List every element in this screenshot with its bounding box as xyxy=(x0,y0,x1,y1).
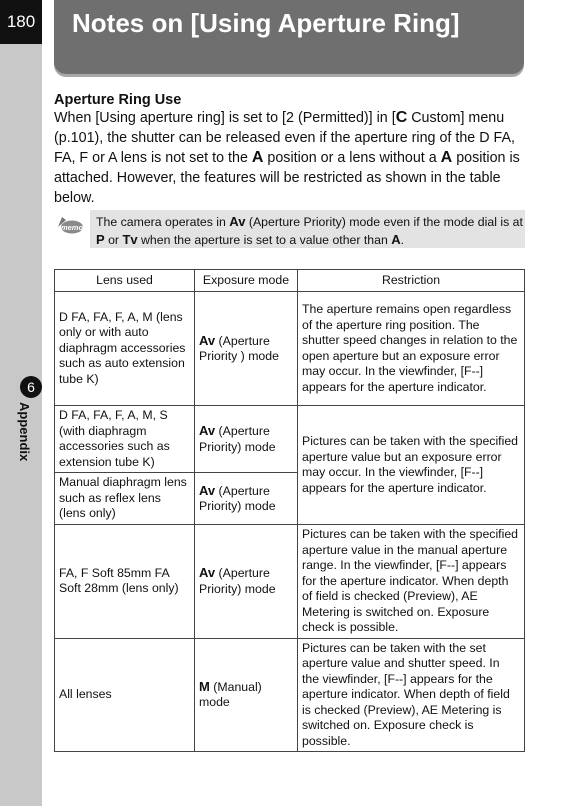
restriction-cell: Pictures can be taken with the specified aperture value in the manual aperture range. In the viewfinder, [F--] appears for the aperture indicator. When depth of field is checked (Preview), AE Metering is switched on. Exposure check is possible. xyxy=(298,525,525,639)
memo-text: The camera operates in Av (Aperture Priority) mode even if the mode dial is at P or Tv when the aperture is set to a value other than A. xyxy=(96,214,523,247)
tv-mode-icon: Tv xyxy=(122,232,138,247)
lens-cell: D FA, FA, F, A, M, S (with diaphragm accessories such as extension tube K) xyxy=(55,406,195,473)
restriction-cell: The aperture remains open regardless of the aperture ring position. The shutter speed changes in relation to the open aperture but an exposure error may occur. In the viewfinder, [F--] appears for the aperture indicator. xyxy=(298,292,525,406)
body-paragraph: When [Using aperture ring] is set to [2 (Permitted)] in [C Custom] menu (p.101), the shutter can be released even if the aperture ring of the D FA, FA, F or A lens is not set to the A position or a lens without a A position is attached. However, the features will be restricted as shown in the table below. xyxy=(54,109,520,206)
table-header: Exposure mode xyxy=(195,270,298,292)
memo-icon-label: memo xyxy=(60,223,84,232)
table-row xyxy=(55,292,525,406)
lens-cell: FA, F Soft 85mm FA Soft 28mm (lens only) xyxy=(55,525,195,639)
mode-cell: Av (Aperture Priority ) mode xyxy=(195,292,298,406)
av-mode-icon: Av xyxy=(199,565,216,581)
mode-cell: Av (Aperture Priority) mode xyxy=(195,406,298,473)
restriction-cell: Pictures can be taken with the specified aperture value but an exposure error may occur. In the viewfinder, [F--] appears for the aperture indicator. xyxy=(298,406,525,525)
restriction-table xyxy=(54,269,525,752)
av-mode-icon: Av xyxy=(229,214,246,229)
custom-menu-icon: C xyxy=(395,109,408,126)
m-mode-icon: M xyxy=(199,678,210,694)
mode-cell: Av (Aperture Priority) mode xyxy=(195,473,298,525)
section-heading: Aperture Ring Use xyxy=(54,92,182,108)
p-mode-icon: P xyxy=(96,232,105,247)
table-header: Restriction xyxy=(298,270,525,292)
table-row xyxy=(55,525,525,639)
table-header-row xyxy=(55,270,525,292)
lens-cell: All lenses xyxy=(55,638,195,752)
table-row xyxy=(55,406,525,473)
av-mode-icon: Av xyxy=(199,423,216,438)
memo-icon xyxy=(56,213,84,235)
page-number: 180 xyxy=(0,0,42,44)
table-row xyxy=(55,638,525,752)
lens-cell: D FA, FA, F, A, M (lens only or with auto diaphragm accessories such as auto extension tube K) xyxy=(55,292,195,406)
table-header: Lens used xyxy=(55,270,195,292)
chapter-number-badge: 6 xyxy=(20,376,42,398)
lens-cell: Manual diaphragm lens such as reflex lens (lens only) xyxy=(55,473,195,525)
a-position-icon: A xyxy=(251,149,264,166)
page-title: Notes on [Using Aperture Ring] xyxy=(72,8,460,38)
mode-cell: M (Manual) mode xyxy=(195,638,298,752)
restriction-cell: Pictures can be taken with the set aperture value and shutter speed. In the viewfinder, [F--] appears for the aperture indicator. When depth of field is checked (Preview), AE Metering is switched on. Exposure check is possible. xyxy=(298,638,525,752)
chapter-label: Appendix xyxy=(17,402,32,462)
mode-cell: Av (Aperture Priority) mode xyxy=(195,525,298,639)
a-position-icon: A xyxy=(440,149,453,166)
a-position-icon: A xyxy=(391,232,401,247)
av-mode-icon: Av xyxy=(199,332,216,348)
av-mode-icon: Av xyxy=(199,482,216,498)
